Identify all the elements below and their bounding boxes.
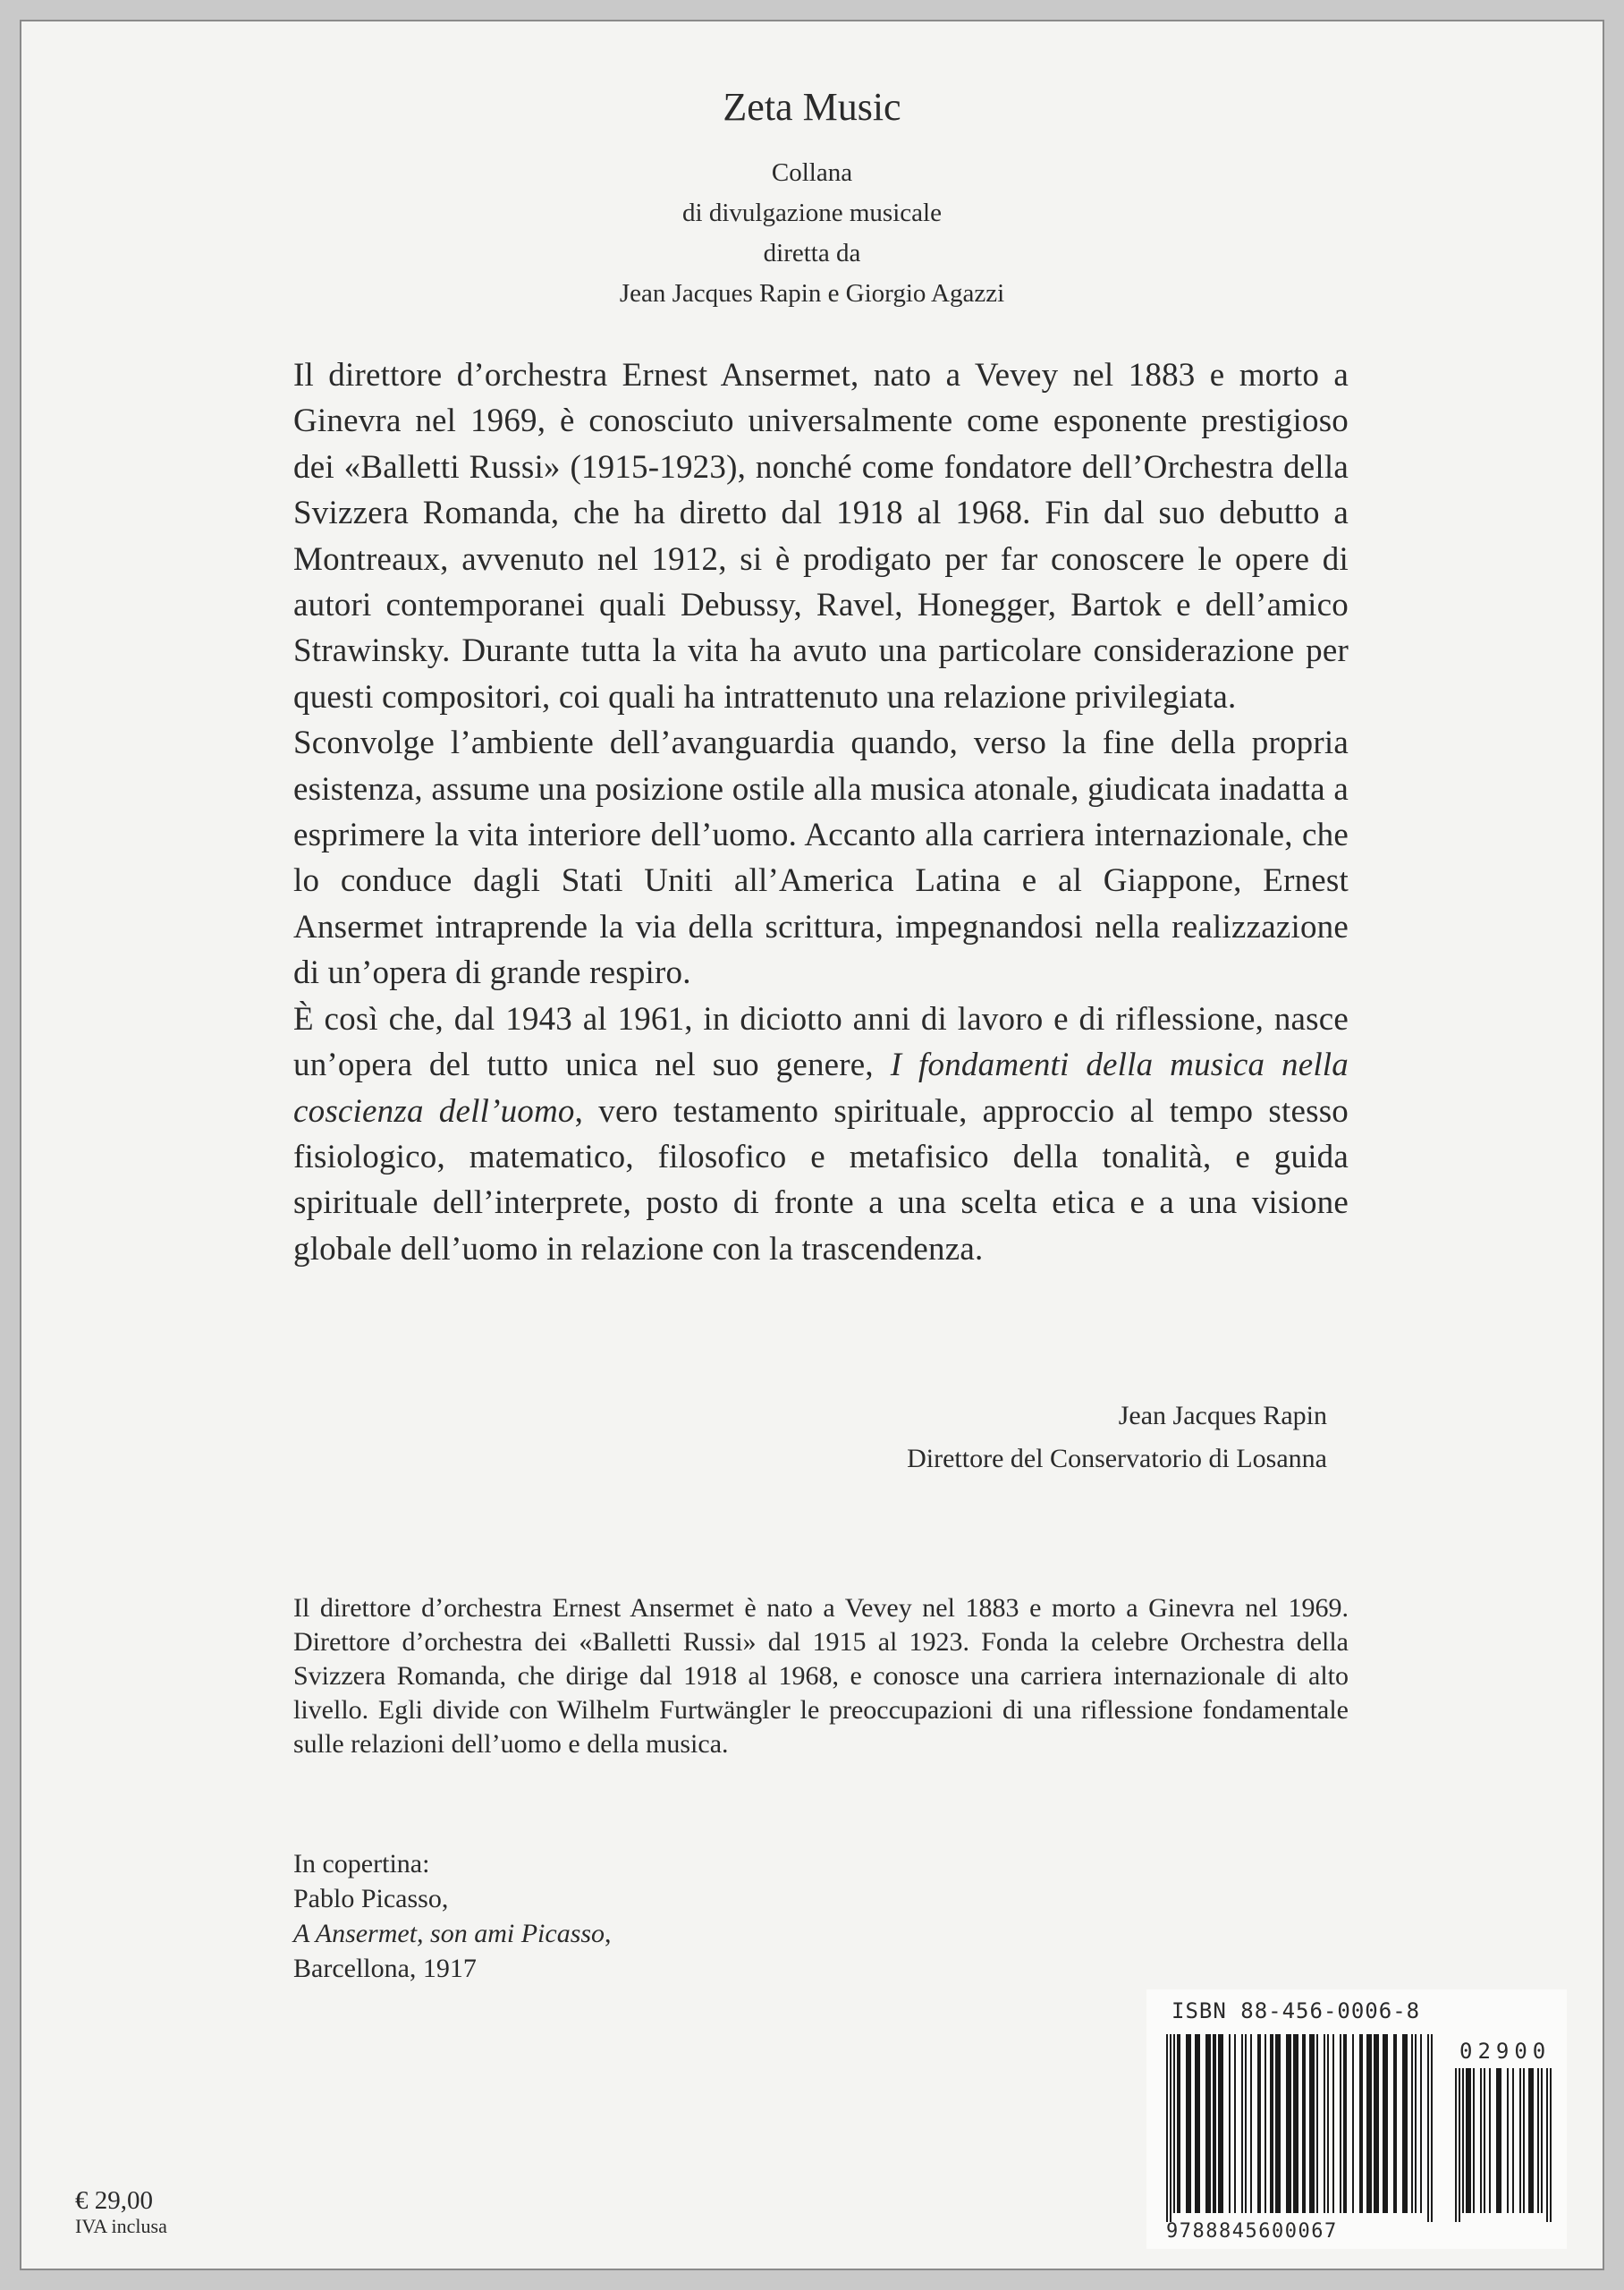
price-value: € 29,00: [75, 2186, 153, 2215]
series-line: diretta da: [763, 239, 861, 267]
cover-credit-work-line: [293, 1916, 612, 1951]
barcode-bar: [1459, 2068, 1460, 2222]
author-bio: Il direttore d’orchestra Ernest Ansermet è nato a Vevey nel 1883 e morto a Ginevra nel 1969. Direttore d’orchestra dei «Balletti Russi» dal 1915 al 1923. Fonda la celebre Orchestra della Svizzera Romanda, che dirige dal 1918 al 1968, e conosce una carriera internazionale di alto livello. Egli divide con Wilhelm Furtwängler le preoccupazioni di una riflessione fondamentale sulle relazioni dell’uomo e della musica.: [293, 1593, 1349, 1759]
barcode-bar: [1537, 2068, 1539, 2213]
barcode-bar: [1512, 2068, 1514, 2213]
barcode-bar: [1507, 2068, 1509, 2213]
barcode-bar: [1374, 2034, 1379, 2213]
barcode-bar: [1265, 2034, 1266, 2213]
barcode-bar: [1302, 2034, 1306, 2213]
barcode-bar: [1234, 2034, 1236, 2213]
blurb-text: [293, 352, 1349, 1272]
series-line: Collana: [771, 158, 853, 187]
barcode-bar: [1332, 2034, 1334, 2213]
barcode-bar: [1173, 2034, 1175, 2213]
barcode-bar: [1286, 2034, 1291, 2213]
barcode-bar: [1519, 2068, 1521, 2213]
barcode-bar: [1186, 2034, 1191, 2213]
barcode-bar: [1177, 2034, 1180, 2213]
price-block: [75, 2186, 167, 2238]
barcode-bar: [1431, 2034, 1433, 2222]
barcode: [1146, 1989, 1567, 2249]
barcode-bar: [1411, 2034, 1413, 2213]
barcode-bar: [1496, 2068, 1501, 2213]
barcode-bar: [1343, 2034, 1347, 2213]
barcode-bar: [1359, 2034, 1363, 2213]
barcode-bar: [1316, 2034, 1318, 2213]
barcode-bar: [1462, 2068, 1464, 2213]
barcode-bar: [1352, 2034, 1354, 2213]
barcode-bar: [1229, 2034, 1231, 2213]
signature-name: Jean Jacques Rapin: [1118, 1401, 1327, 1430]
blurb-text-segment: , vero testamento spirituale, approccio al tempo stesso fisiologico, matematico, filosofico e metafisico della tonalità, e guida spirituale dell’interprete, posto di fronte a una scelta etica e a una visione globale dell’uomo in relazione con la trascendenza.: [293, 1092, 1349, 1268]
barcode-bar: [1420, 2034, 1422, 2213]
barcode-bar: [1466, 2068, 1471, 2213]
barcode-bar: [1340, 2034, 1341, 2213]
barcode-bar: [1241, 2034, 1243, 2213]
barcode-bar: [1546, 2068, 1548, 2222]
barcode-bar: [1528, 2068, 1534, 2213]
barcode-bar: [1484, 2068, 1485, 2213]
barcode-bar: [1257, 2034, 1261, 2213]
barcode-bar: [1293, 2034, 1298, 2213]
signature-role: Direttore del Conservatorio di Losanna: [907, 1444, 1327, 1473]
barcode-bar: [1324, 2034, 1325, 2213]
barcode-addon-digits: 02900: [1459, 2039, 1552, 2064]
book-back-cover: [20, 20, 1604, 2270]
barcode-bar: [1427, 2034, 1429, 2222]
series-editors: Jean Jacques Rapin e Giorgio Agazzi: [619, 279, 1005, 308]
signature: [907, 1395, 1327, 1480]
cover-credit-work-suffix: ,: [605, 1919, 612, 1948]
blurb-paragraph: Sconvolge l’ambiente dell’avanguardia quando, verso la fine della propria esistenza, assume una posizione ostile alla musica atonale, giudicata inadatta a esprimere la vita interiore dell’uomo. Accanto alla carriera internazionale, che lo conduce dagli Stati Uniti all’America Latina e al Giappone, Ernest Ansermet intraprende la via della scrittura, impegnandosi nella realizzazione di un’opera di grande respiro.: [293, 725, 1349, 992]
blurb-text-segment: È così che, dal 1943 al 1961, in diciotto anni di lavoro e di riflessione, nasce un’opera del tutto unica nel suo genere,: [293, 1000, 1349, 1084]
blurb-paragraph: [293, 997, 1349, 1272]
isbn-text: ISBN 88-456-0006-8: [1171, 1998, 1421, 2023]
barcode-bar: [1455, 2068, 1457, 2222]
barcode-bar: [1245, 2034, 1247, 2213]
barcode-bar: [1489, 2068, 1491, 2213]
series-title: Zeta Music: [723, 85, 901, 129]
barcode-bar: [1166, 2034, 1168, 2222]
cover-credit-label: In copertina:: [293, 1849, 430, 1879]
barcode-bar: [1275, 2034, 1281, 2213]
barcode-bar: [1218, 2034, 1223, 2213]
barcode-bar: [1402, 2034, 1408, 2213]
series-line: di divulgazione musicale: [682, 199, 942, 227]
barcode-bar: [1393, 2034, 1397, 2213]
barcode-bar: [1473, 2068, 1475, 2213]
barcode-bar: [1309, 2034, 1315, 2213]
barcode-bar: [1366, 2034, 1372, 2213]
book-title: I fondamenti della musica nella coscienza dell’uomo: [293, 1047, 1349, 1130]
cover-credit: [293, 1846, 612, 1986]
series-header: [21, 84, 1603, 314]
barcode-bar: [1213, 2034, 1216, 2213]
barcode-bar: [1170, 2034, 1171, 2222]
barcode-ean-digits: 9788845600067: [1166, 2220, 1338, 2243]
barcode-bar: [1195, 2034, 1200, 2213]
barcode-bar: [1205, 2034, 1211, 2213]
barcode-bar: [1541, 2068, 1543, 2213]
cover-credit-place-year: Barcellona, 1917: [293, 1954, 477, 1983]
barcode-bar: [1250, 2034, 1252, 2213]
barcode-bar: [1480, 2068, 1482, 2213]
barcode-bar: [1383, 2034, 1388, 2213]
barcode-bars: [1146, 1989, 1567, 2249]
barcode-bar: [1415, 2034, 1417, 2213]
cover-credit-work: A Ansermet, son ami Picasso: [293, 1919, 605, 1948]
barcode-bar: [1327, 2034, 1329, 2213]
cover-credit-artist: Pablo Picasso,: [293, 1884, 449, 1913]
blurb-paragraph: Il direttore d’orchestra Ernest Ansermet, nato a Vevey nel 1883 e morto a Ginevra nel 1969, è conosciuto universalmente come esponente prestigioso dei «Balletti Russi» (1915-1923), nonché come fondatore dell’Orchestra della Svizzera Romanda, che ha diretto dal 1918 al 1968. Fin dal suo debutto a Montreaux, avvenuto nel 1912, si è prodigato per far conoscere le opere di autori contemporanei quali Debussy, Ravel, Honegger, Bartok e dell’amico Strawinsky. Durante tutta la vita ha avuto una particolare considerazione per questi compositori, coi quali ha intrattenuto una relazione privilegiata.: [293, 357, 1349, 716]
barcode-bar: [1550, 2068, 1552, 2222]
barcode-bar: [1270, 2034, 1273, 2213]
price-note: IVA inclusa: [75, 2215, 167, 2237]
barcode-bar: [1523, 2068, 1525, 2213]
